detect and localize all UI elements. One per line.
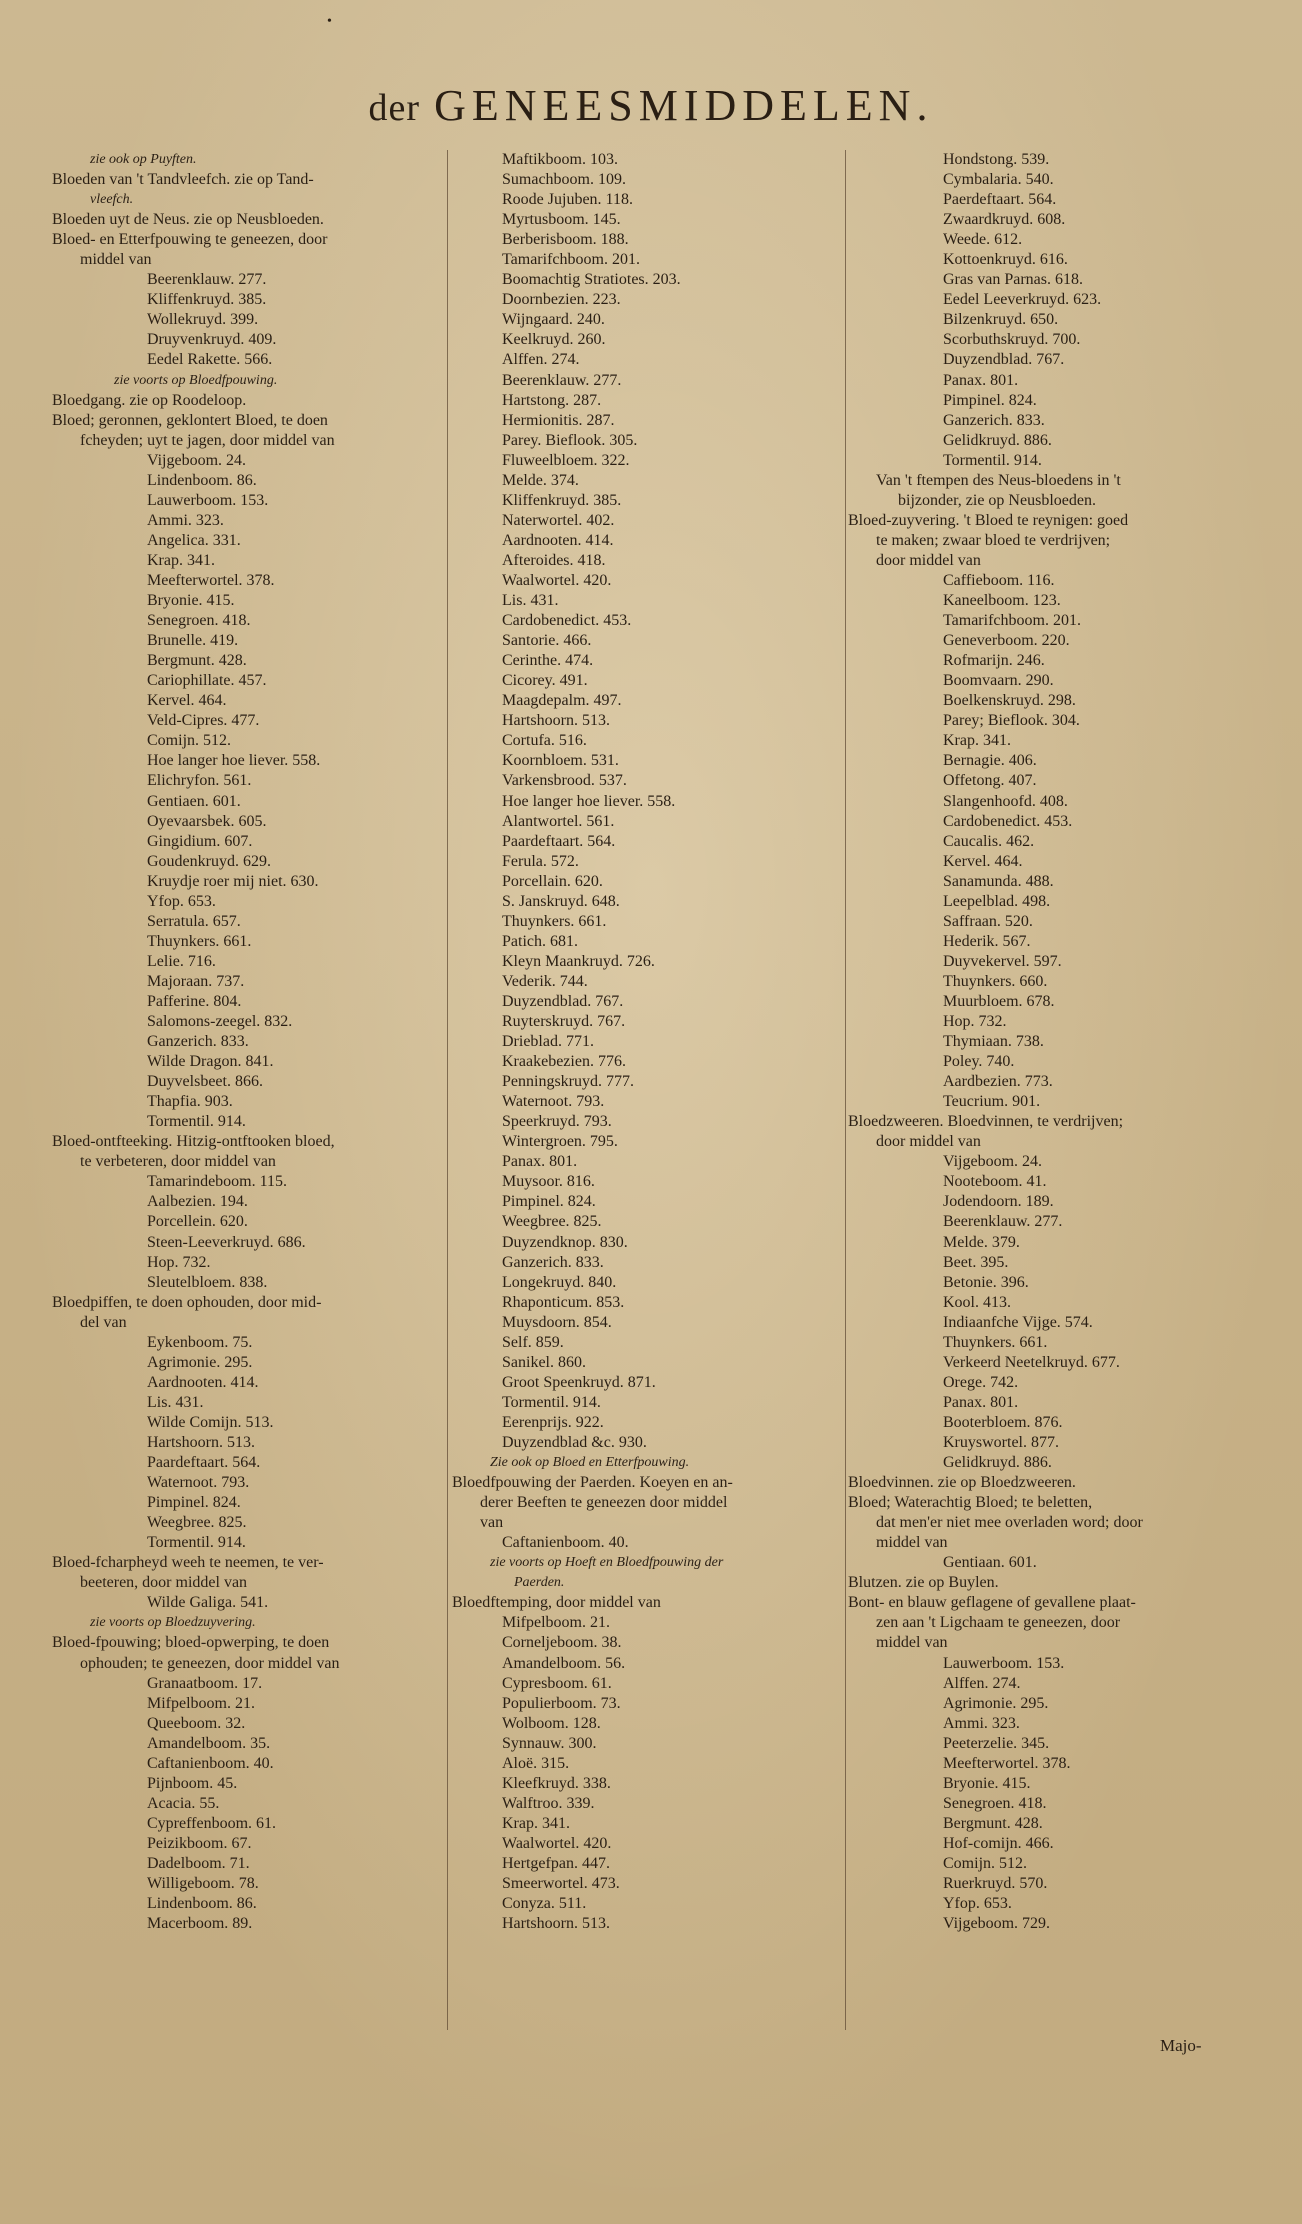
index-line: Saffraan. 520.: [943, 912, 1033, 930]
index-line: Sanikel. 860.: [502, 1353, 586, 1371]
index-line: Comijn. 512.: [943, 1854, 1028, 1872]
index-line: Santorie. 466.: [502, 632, 592, 650]
index-line: Thapfia. 903.: [147, 1093, 233, 1111]
index-line: Paardeftaart. 564.: [502, 832, 616, 850]
index-line: Kervel. 464.: [147, 692, 227, 710]
index-line: Gingidium. 607.: [147, 832, 253, 850]
index-line: Melde. 379.: [943, 1233, 1020, 1251]
index-line: Sanamunda. 488.: [943, 872, 1054, 890]
index-line: Comijn. 512.: [147, 732, 232, 750]
index-line: Zie ook op Bloed en Etterfpouwing.: [490, 1455, 690, 1471]
index-line: Jodendoorn. 189.: [943, 1193, 1054, 1211]
index-line: Serratula. 657.: [147, 912, 241, 930]
index-line: Ganzerich. 833.: [147, 1033, 249, 1051]
index-line: Kraakebezien. 776.: [502, 1053, 626, 1071]
index-line: Tamarifchboom. 201.: [502, 251, 640, 269]
index-line: Pijnboom. 45.: [147, 1774, 238, 1792]
index-line: Keelkruyd. 260.: [502, 331, 606, 349]
index-line: Bloed-ontfteeking. Hitzig-ontftooken bloed,: [52, 1133, 335, 1151]
index-line: Muysdoorn. 854.: [502, 1313, 612, 1331]
index-line: Pimpinel. 824.: [502, 1193, 596, 1211]
index-line: Smeerwortel. 473.: [502, 1875, 620, 1893]
index-line: Eedel Leeverkruyd. 623.: [943, 291, 1102, 309]
index-line: Parey; Bieflook. 304.: [943, 712, 1080, 730]
index-line: Duyvekervel. 597.: [943, 952, 1062, 970]
index-line: Cerinthe. 474.: [502, 652, 594, 670]
index-line: Lis. 431.: [147, 1393, 204, 1411]
index-line: Kool. 413.: [943, 1293, 1011, 1311]
index-line: Waternoot. 793.: [502, 1093, 605, 1111]
index-line: Pafferine. 804.: [147, 992, 242, 1010]
index-line: Vijgeboom. 24.: [147, 451, 247, 469]
index-line: Hoe langer hoe liever. 558.: [147, 752, 321, 770]
index-line: Tormentil. 914.: [147, 1534, 246, 1552]
index-line: Hoe langer hoe liever. 558.: [502, 792, 676, 810]
index-line: Hondstong. 539.: [943, 151, 1050, 168]
index-line: Wolboom. 128.: [502, 1714, 601, 1732]
index-line: Pimpinel. 824.: [943, 391, 1037, 409]
index-line: Hartshoorn. 513.: [502, 1915, 610, 1933]
index-line: Bloedzweeren. Bloedvinnen, te verdrijven;: [848, 1113, 1124, 1131]
index-line: Longekruyd. 840.: [502, 1273, 617, 1291]
index-line: Amandelboom. 35.: [147, 1734, 271, 1752]
index-line: Tormentil. 914.: [147, 1113, 246, 1131]
index-line: Tormentil. 914.: [943, 451, 1042, 469]
index-line: Walftroo. 339.: [502, 1794, 595, 1812]
index-line: Aalbezien. 194.: [147, 1193, 248, 1211]
index-line: Druyvenkruyd. 409.: [147, 331, 277, 349]
index-line: S. Janskruyd. 648.: [502, 892, 620, 910]
index-line: te maken; zwaar bloed te verdrijven;: [876, 531, 1111, 549]
index-line: Veld-Cipres. 477.: [147, 712, 260, 730]
index-line: Thuynkers. 661.: [502, 912, 607, 930]
index-line: Vijgeboom. 729.: [943, 1915, 1051, 1933]
index-line: zie voorts op Hoeft en Bloedfpouwing der: [490, 1555, 724, 1571]
index-line: Bloed; Waterachtig Bloed; te beletten,: [848, 1494, 1093, 1512]
index-line: Panax. 801.: [943, 1393, 1019, 1411]
index-line: Rofmarijn. 246.: [943, 652, 1045, 670]
index-line: Cardobenedict. 453.: [502, 612, 632, 630]
top-mark: •: [327, 14, 332, 29]
index-line: Bryonie. 415.: [943, 1774, 1031, 1792]
index-line: Amandelboom. 56.: [502, 1654, 626, 1672]
index-line: Ruerkruyd. 570.: [943, 1875, 1048, 1893]
index-line: Vederik. 744.: [502, 972, 588, 990]
index-line: Granaatboom. 17.: [147, 1674, 263, 1692]
index-line: Paardeftaart. 564.: [147, 1454, 261, 1472]
index-line: Hop. 732.: [147, 1253, 211, 1271]
index-line: Vijgeboom. 24.: [943, 1153, 1043, 1171]
index-line: Bilzenkruyd. 650.: [943, 311, 1059, 329]
index-line: bijzonder, zie op Neusbloeden.: [898, 491, 1096, 509]
index-line: door middel van: [876, 551, 981, 569]
index-line: Oyevaarsbek. 605.: [147, 812, 267, 830]
index-line: Duyzendknop. 830.: [502, 1233, 628, 1251]
index-line: Ferula. 572.: [502, 852, 579, 870]
index-line: Gentiaan. 601.: [943, 1554, 1037, 1572]
index-line: Wilde Dragon. 841.: [147, 1053, 274, 1071]
index-line: Bont- en blauw geflagene of gevallene plaat-: [848, 1594, 1136, 1612]
index-line: Boelkenskruyd. 298.: [943, 692, 1076, 710]
index-line: Agrimonie. 295.: [943, 1694, 1049, 1712]
index-line: Thuynkers. 660.: [943, 972, 1048, 990]
index-line: Panax. 801.: [502, 1153, 578, 1171]
index-line: Yfop. 653.: [943, 1895, 1012, 1913]
index-line: Wijngaard. 240.: [502, 311, 605, 329]
index-line: Alffen. 274.: [943, 1674, 1021, 1692]
index-line: Tamarindeboom. 115.: [147, 1173, 288, 1191]
index-line: Mifpelboom. 21.: [147, 1694, 255, 1712]
index-line: Groot Speenkruyd. 871.: [502, 1373, 656, 1391]
index-line: Bloed- en Etterfpouwing te geneezen, door: [52, 231, 328, 249]
index-line: Melde. 374.: [502, 471, 579, 489]
index-line: Queeboom. 32.: [147, 1714, 246, 1732]
index-line: Self. 859.: [502, 1333, 564, 1351]
index-line: Slangenhoofd. 408.: [943, 792, 1068, 810]
index-line: Mifpelboom. 21.: [502, 1614, 610, 1632]
index-line: Gras van Parnas. 618.: [943, 271, 1083, 289]
index-line: Eerenprijs. 922.: [502, 1413, 604, 1431]
index-line: Myrtusboom. 145.: [502, 211, 621, 229]
index-line: del van: [80, 1313, 127, 1331]
index-line: Duyzendblad. 767.: [502, 992, 624, 1010]
index-line: Dadelboom. 71.: [147, 1854, 250, 1872]
index-line: Cariophillate. 457.: [147, 672, 267, 690]
index-line: Brunelle. 419.: [147, 632, 239, 650]
index-line: Populierboom. 73.: [502, 1694, 621, 1712]
index-line: Krap. 341.: [147, 551, 215, 569]
index-line: middel van: [80, 251, 152, 269]
index-line: Caucalis. 462.: [943, 832, 1035, 850]
index-line: Salomons-zeegel. 832.: [147, 1013, 293, 1031]
index-line: Caffieboom. 116.: [943, 571, 1055, 589]
index-line: Weede. 612.: [943, 231, 1023, 249]
index-line: Waternoot. 793.: [147, 1474, 250, 1492]
index-line: Tormentil. 914.: [502, 1393, 601, 1411]
index-line: Gelidkruyd. 886.: [943, 1454, 1052, 1472]
index-line: vleefch.: [90, 192, 134, 208]
index-line: beeteren, door middel van: [80, 1574, 248, 1592]
index-line: Betonie. 396.: [943, 1273, 1029, 1291]
index-line: Pimpinel. 824.: [147, 1494, 241, 1512]
index-line: Bloed-fcharpheyd weeh te neemen, te ver-: [52, 1554, 324, 1572]
index-line: Maagdepalm. 497.: [502, 692, 622, 710]
index-line: Peeterzelie. 345.: [943, 1734, 1050, 1752]
index-line: middel van: [876, 1534, 948, 1552]
index-line: Rhaponticum. 853.: [502, 1293, 625, 1311]
index-line: Varkensbrood. 537.: [502, 772, 627, 790]
index-line: Cardobenedict. 453.: [943, 812, 1073, 830]
index-line: Thuynkers. 661.: [943, 1333, 1048, 1351]
index-line: Cicorey. 491.: [502, 672, 588, 690]
index-line: Wilde Comijn. 513.: [147, 1413, 274, 1431]
index-line: zie ook op Puyften.: [90, 152, 197, 167]
catchword: Majo-: [1160, 2036, 1202, 2055]
index-line: Kottoenkruyd. 616.: [943, 251, 1068, 269]
header-prefix: der: [368, 87, 421, 129]
index-line: Bloeden van 't Tandvleefch. zie op Tand-: [52, 171, 314, 189]
index-line: Berberisboom. 188.: [502, 231, 629, 249]
index-line: Thymiaan. 738.: [943, 1033, 1044, 1051]
index-line: Meefterwortel. 378.: [147, 571, 275, 589]
index-line: Teucrium. 901.: [943, 1093, 1041, 1111]
index-line: Paerdeftaart. 564.: [943, 191, 1057, 209]
index-line: Beet. 395.: [943, 1253, 1009, 1271]
index-line: van: [480, 1514, 504, 1532]
index-line: Corneljeboom. 38.: [502, 1634, 622, 1652]
index-line: Kervel. 464.: [943, 852, 1023, 870]
index-line: Weegbree. 825.: [502, 1213, 602, 1231]
index-line: Geneverboom. 220.: [943, 632, 1070, 650]
index-line: zie voorts op Bloedfpouwing.: [114, 372, 278, 388]
index-column-2: [452, 150, 844, 1934]
index-line: fcheyden; uyt te jagen, door middel van: [80, 431, 335, 449]
index-line: Booterbloem. 876.: [943, 1413, 1063, 1431]
index-line: Hop. 732.: [943, 1013, 1007, 1031]
index-line: Ruyterskruyd. 767.: [502, 1013, 626, 1031]
index-line: Sleutelbloem. 838.: [147, 1273, 268, 1291]
index-line: Duyzendblad. 767.: [943, 351, 1065, 369]
index-line: Kruyswortel. 877.: [943, 1434, 1059, 1451]
index-line: Kaneelboom. 123.: [943, 592, 1061, 610]
index-line: Beerenklauw. 277.: [943, 1213, 1063, 1231]
index-line: Cypresboom. 61.: [502, 1674, 612, 1692]
index-line: Gentiaen. 601.: [147, 792, 241, 810]
index-line: Conyza. 511.: [502, 1895, 587, 1913]
index-line: Angelica. 331.: [147, 531, 241, 549]
index-line: Elichryfon. 561.: [147, 772, 252, 790]
index-line: Fluweelbloem. 322.: [502, 451, 630, 469]
index-line: Doornbezien. 223.: [502, 291, 621, 309]
index-line: Hartstong. 287.: [502, 391, 602, 409]
index-column-1: [52, 150, 444, 1934]
index-line: Zwaardkruyd. 608.: [943, 211, 1066, 229]
index-line: Bloeden uyt de Neus. zie op Neusbloeden.: [52, 211, 324, 229]
index-line: Orege. 742.: [943, 1373, 1019, 1391]
index-line: Bloedgang. zie op Roodeloop.: [52, 391, 247, 409]
index-line: Ganzerich. 833.: [943, 411, 1045, 429]
index-line: Waalwortel. 420.: [502, 1834, 612, 1852]
index-line: Boomachtig Stratiotes. 203.: [502, 271, 681, 289]
index-line: Willigeboom. 78.: [147, 1875, 259, 1893]
index-line: Maftikboom. 103.: [502, 151, 618, 168]
index-line: Beerenklauw. 277.: [147, 271, 267, 289]
index-line: Kruydje roer mij niet. 630.: [147, 872, 319, 890]
index-line: Bloedftemping, door middel van: [452, 1594, 661, 1612]
index-line: zen aan 't Ligchaam te geneezen, door: [876, 1614, 1121, 1632]
index-line: Koornbloem. 531.: [502, 752, 619, 770]
index-line: Eykenboom. 75.: [147, 1333, 253, 1351]
index-line: Aardnooten. 414.: [147, 1373, 259, 1391]
index-line: Scorbuthskruyd. 700.: [943, 331, 1081, 349]
index-line: Naterwortel. 402.: [502, 511, 615, 529]
index-line: Wollekruyd. 399.: [147, 311, 259, 329]
index-line: Wilde Galiga. 541.: [147, 1594, 269, 1612]
index-line: Aloë. 315.: [502, 1754, 570, 1772]
index-line: Sumachboom. 109.: [502, 171, 626, 189]
index-line: Hermionitis. 287.: [502, 411, 615, 429]
index-line: Indiaanfche Vijge. 574.: [943, 1313, 1093, 1331]
index-line: Meefterwortel. 378.: [943, 1754, 1071, 1772]
index-line: Alantwortel. 561.: [502, 812, 615, 830]
index-line: Panax. 801.: [943, 371, 1019, 389]
index-line: Eedel Rakette. 566.: [147, 351, 273, 369]
index-line: Roode Jujuben. 118.: [502, 191, 633, 209]
index-line: Nooteboom. 41.: [943, 1173, 1047, 1191]
index-line: Kliffenkruyd. 385.: [147, 291, 267, 309]
index-line: Bergmunt. 428.: [943, 1814, 1043, 1832]
index-line: te verbeteren, door middel van: [80, 1153, 276, 1171]
index-line: Penningskruyd. 777.: [502, 1073, 634, 1091]
index-line: Ganzerich. 833.: [502, 1253, 604, 1271]
index-line: Bloed-fpouwing; bloed-opwerping, te doen: [52, 1634, 330, 1652]
index-line: Caftanienboom. 40.: [147, 1754, 274, 1772]
index-line: Cortufa. 516.: [502, 732, 587, 750]
index-line: Aardnooten. 414.: [502, 531, 614, 549]
index-line: Peizikboom. 67.: [147, 1834, 252, 1852]
header-title: GENEESMIDDELEN.: [434, 81, 934, 130]
index-line: Cypreffenboom. 61.: [147, 1814, 277, 1832]
index-line: Kliffenkruyd. 385.: [502, 491, 622, 509]
index-line: Macerboom. 89.: [147, 1915, 253, 1933]
index-line: Bloedpiffen, te doen ophouden, door mid-: [52, 1293, 322, 1311]
index-line: Steen-Leeverkruyd. 686.: [147, 1233, 306, 1251]
index-line: Lelie. 716.: [147, 952, 216, 970]
index-line: Bloedvinnen. zie op Bloedzweeren.: [848, 1474, 1076, 1492]
index-line: Kleyn Maankruyd. 726.: [502, 952, 655, 970]
index-line: Wintergroen. 795.: [502, 1133, 618, 1151]
index-line: Gelidkruyd. 886.: [943, 431, 1052, 449]
index-line: derer Beeften te geneezen door middel: [480, 1494, 728, 1512]
index-line: Hertgefpan. 447.: [502, 1854, 610, 1872]
index-line: Duyzendblad &c. 930.: [502, 1434, 647, 1451]
index-line: Aardbezien. 773.: [943, 1073, 1053, 1091]
index-line: Verkeerd Neetelkruyd. 677.: [943, 1353, 1120, 1371]
index-line: Hof-comijn. 466.: [943, 1834, 1054, 1852]
index-line: zie voorts op Bloedzuyvering.: [90, 1615, 256, 1631]
index-column-3: [848, 150, 1268, 1934]
index-line: Senegroen. 418.: [943, 1794, 1047, 1812]
page-header: [0, 82, 1302, 132]
index-line: dat men'er niet mee overladen word; door: [876, 1514, 1143, 1532]
index-line: Bernagie. 406.: [943, 752, 1037, 770]
index-line: Muysoor. 816.: [502, 1173, 595, 1191]
index-line: Lindenboom. 86.: [147, 1895, 257, 1913]
index-line: Afteroides. 418.: [502, 551, 606, 569]
index-line: Caftanienboom. 40.: [502, 1534, 629, 1552]
index-line: Offetong. 407.: [943, 772, 1037, 790]
index-line: Patich. 681.: [502, 932, 578, 950]
index-line: Lauwerboom. 153.: [943, 1654, 1065, 1672]
index-line: ophouden; te geneezen, door middel van: [80, 1654, 340, 1672]
index-line: Boomvaarn. 290.: [943, 672, 1054, 690]
index-line: Acacia. 55.: [147, 1794, 220, 1812]
index-line: Majoraan. 737.: [147, 972, 245, 990]
column-rule-1: [447, 150, 448, 2030]
index-line: Krap. 341.: [502, 1814, 570, 1832]
index-line: Lis. 431.: [502, 592, 559, 610]
index-line: Goudenkruyd. 629.: [147, 852, 271, 870]
index-line: door middel van: [876, 1133, 981, 1151]
index-line: Ammi. 323.: [147, 511, 224, 529]
index-line: Porcellain. 620.: [502, 872, 603, 890]
index-line: Bryonie. 415.: [147, 592, 235, 610]
index-line: Hartshoorn. 513.: [502, 712, 610, 730]
index-line: Lindenboom. 86.: [147, 471, 257, 489]
index-line: Thuynkers. 661.: [147, 932, 252, 950]
index-line: Hederik. 567.: [943, 932, 1031, 950]
index-line: Hartshoorn. 513.: [147, 1434, 255, 1451]
index-line: Yfop. 653.: [147, 892, 216, 910]
index-line: Krap. 341.: [943, 732, 1011, 750]
index-line: Kleefkruyd. 338.: [502, 1774, 611, 1792]
index-line: Lauwerboom. 153.: [147, 491, 269, 509]
index-line: Ammi. 323.: [943, 1714, 1020, 1732]
index-line: Senegroen. 418.: [147, 612, 251, 630]
index-line: Waalwortel. 420.: [502, 571, 612, 589]
index-line: Leepelblad. 498.: [943, 892, 1051, 910]
index-line: Duyvelsbeet. 866.: [147, 1073, 263, 1091]
index-line: Speerkruyd. 793.: [502, 1113, 612, 1131]
index-line: Bloed; geronnen, geklontert Bloed, te doen: [52, 411, 328, 429]
index-line: Porcellein. 620.: [147, 1213, 248, 1231]
index-line: Blutzen. zie op Buylen.: [848, 1574, 999, 1592]
index-line: Weegbree. 825.: [147, 1514, 247, 1532]
index-line: Bloedfpouwing der Paerden. Koeyen en an-: [452, 1474, 733, 1492]
index-line: Agrimonie. 295.: [147, 1353, 253, 1371]
index-line: Poley. 740.: [943, 1053, 1015, 1071]
index-line: Synnauw. 300.: [502, 1734, 597, 1752]
index-line: Bloed-zuyvering. 't Bloed te reynigen: goed: [848, 511, 1129, 529]
index-line: Bergmunt. 428.: [147, 652, 247, 670]
index-line: Drieblad. 771.: [502, 1033, 594, 1051]
index-line: Van 't ftempen des Neus-bloedens in 't: [876, 471, 1121, 489]
index-line: Parey. Bieflook. 305.: [502, 431, 638, 449]
index-line: middel van: [876, 1634, 948, 1652]
index-line: Beerenklauw. 277.: [502, 371, 622, 389]
index-line: Muurbloem. 678.: [943, 992, 1055, 1010]
index-line: Alffen. 274.: [502, 351, 580, 369]
column-rule-2: [845, 150, 846, 2030]
index-line: Cymbalaria. 540.: [943, 171, 1054, 189]
index-line: Tamarifchboom. 201.: [943, 612, 1081, 630]
index-line: Paerden.: [514, 1575, 565, 1591]
